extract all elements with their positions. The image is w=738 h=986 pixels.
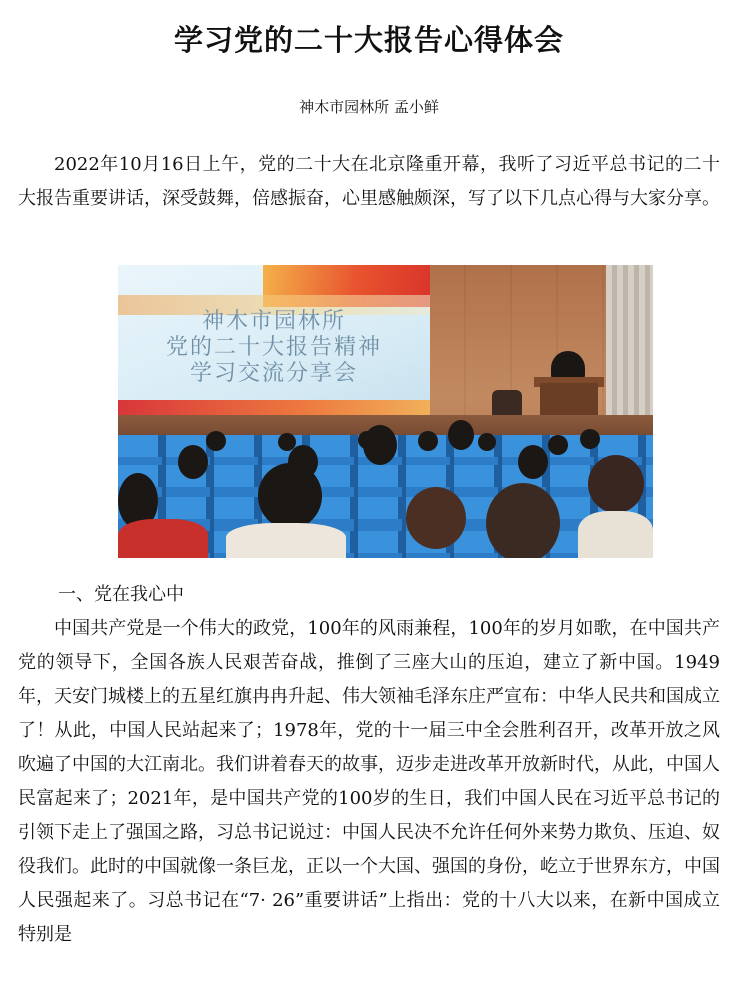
audience-head	[258, 463, 322, 529]
screen-line-2: 党的二十大报告精神	[165, 335, 382, 360]
audience-head	[178, 445, 208, 479]
audience-head	[363, 425, 397, 465]
section-paragraph: 中国共产党是一个伟大的政党，100年的风雨兼程，100年的岁月如歌，在中国共产党的领导下，全国各族人民艰苦奋战，推倒了三座大山的压迫，建立了新中国。1949年，天安门城楼上的五星红旗冉冉升起、伟大领袖毛泽东庄严宣布：中华人民共和国成立了！从此，中国人民站起来了；1978年，党的十一届三中全会胜利召开，改革开放之风吹遍了中国的大江南北。我们讲着春天的故事，迈步走进改革开放新时代，从此，中国人民富起来了；2021年，是中国共产党的100岁的生日，我们中国人民在习近平总书记的引领下走上了强国之路，习总书记说过：中国人民决不允许任何外来势力欺负、压迫、奴役我们。此时的中国就像一条巨龙，正以一个大国、强国的身份，屹立于世界东方，中国人民强起来了。习总书记在“7· 26”重要讲话”上指出：党的十八大以来，在新中国成立特别是	[18, 618, 720, 945]
screen-bottom-stripe	[118, 400, 430, 415]
audience-shoulder	[578, 511, 653, 558]
document-title: 学习党的二十大报告心得体会	[173, 23, 564, 57]
author-line: 神木市园林所 孟小鲜	[299, 98, 439, 116]
screen-line-3: 学习交流分享会	[189, 361, 358, 386]
meeting-photo	[118, 265, 653, 558]
audience-head	[518, 445, 548, 479]
intro-paragraph: 2022年10月16日上午，党的二十大在北京隆重开幕，我听了习近平总书记的二十大报告重要讲话，深受鼓舞，倍感振奋，心里感触颇深，写了以下几点心得与大家分享。	[18, 154, 720, 209]
audience-shoulder	[226, 523, 346, 558]
audience-head	[406, 487, 466, 549]
screen-line-1: 神木市园林所	[201, 309, 346, 334]
audience-head	[548, 435, 568, 455]
section-heading: 一、党在我心中	[58, 584, 184, 605]
audience-head	[418, 431, 438, 451]
audience-head	[478, 433, 496, 451]
audience-shoulder	[118, 519, 208, 558]
audience-head	[580, 429, 600, 449]
audience-head	[206, 431, 226, 451]
audience-head	[448, 420, 474, 450]
seat-row	[118, 497, 653, 519]
audience-head	[486, 483, 560, 558]
audience-head	[588, 455, 644, 513]
photo-curtain	[606, 265, 653, 435]
screen-text	[128, 309, 420, 387]
